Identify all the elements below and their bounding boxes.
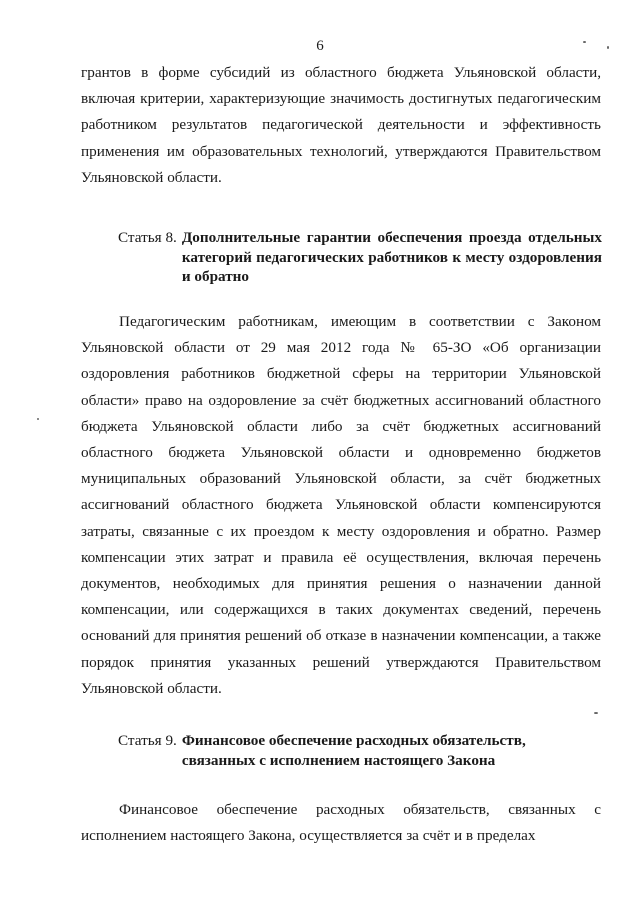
paragraph-text: грантов в форме субсидий из областного бюджета Ульяновской области, включая критерии, характеризующие значимость достигнутых педагогическим работником результатов педагогической деятельности и эффективность применения им образовательных технологий, утверждаются Правительством Ульяновской области.: [81, 64, 601, 186]
paragraph-grants-continuation: [81, 60, 601, 191]
paragraph-text: Педагогическим работникам, имеющим в соответствии с Законом Ульяновской области от 29 мая 2012 года № 65-ЗО «Об организации оздоровления работников бюджетной сферы на территории Ульяновской области» право на оздоровление за счёт бюджетных ассигнований областного бюджета Ульяновской области либо за счёт бюджетных ассигнований областного бюджета Ульяновской области и одновременно бюджетов муниципальных образований Ульяновской области, за счёт бюджетных ассигнований областного бюджета Ульяновской области компенсируются затраты, связанные с их проездом к месту оздоровления и обратно. Размер компенсации этих затрат и правила её осуществления, включая перечень документов, необходимых для принятия решения о назначении данной компенсации, или содержащихся в таких документах сведений, перечень оснований для принятия решений об отказе в назначении компенсации, а также порядок принятия указанных решений утверждаются Правительством Ульяновской области.: [81, 313, 601, 697]
page-number: 6: [316, 38, 324, 54]
article-label: Статья 9.: [118, 732, 177, 749]
article-label: Статья 8.: [118, 229, 177, 246]
paragraph-financial-provision: [81, 797, 601, 849]
scan-speck: [583, 41, 586, 43]
article-8-heading: [118, 228, 602, 287]
paragraph-travel-compensation: [81, 309, 601, 702]
article-9-heading: [118, 731, 602, 770]
scan-speck: [607, 46, 609, 49]
paragraph-text: Финансовое обеспечение расходных обязательств, связанных с исполнением настоящего Закона, осуществляется за счёт и в пределах: [81, 801, 601, 845]
scan-speck: [594, 712, 598, 714]
article-title: Финансовое обеспечение расходных обязательств, связанных с исполнением настоящего Закона: [181, 732, 526, 769]
scan-speck: [37, 418, 39, 420]
article-title: Дополнительные гарантии обеспечения проезда отдельных категорий педагогических работников к месту оздоровления и обратно: [181, 229, 602, 285]
